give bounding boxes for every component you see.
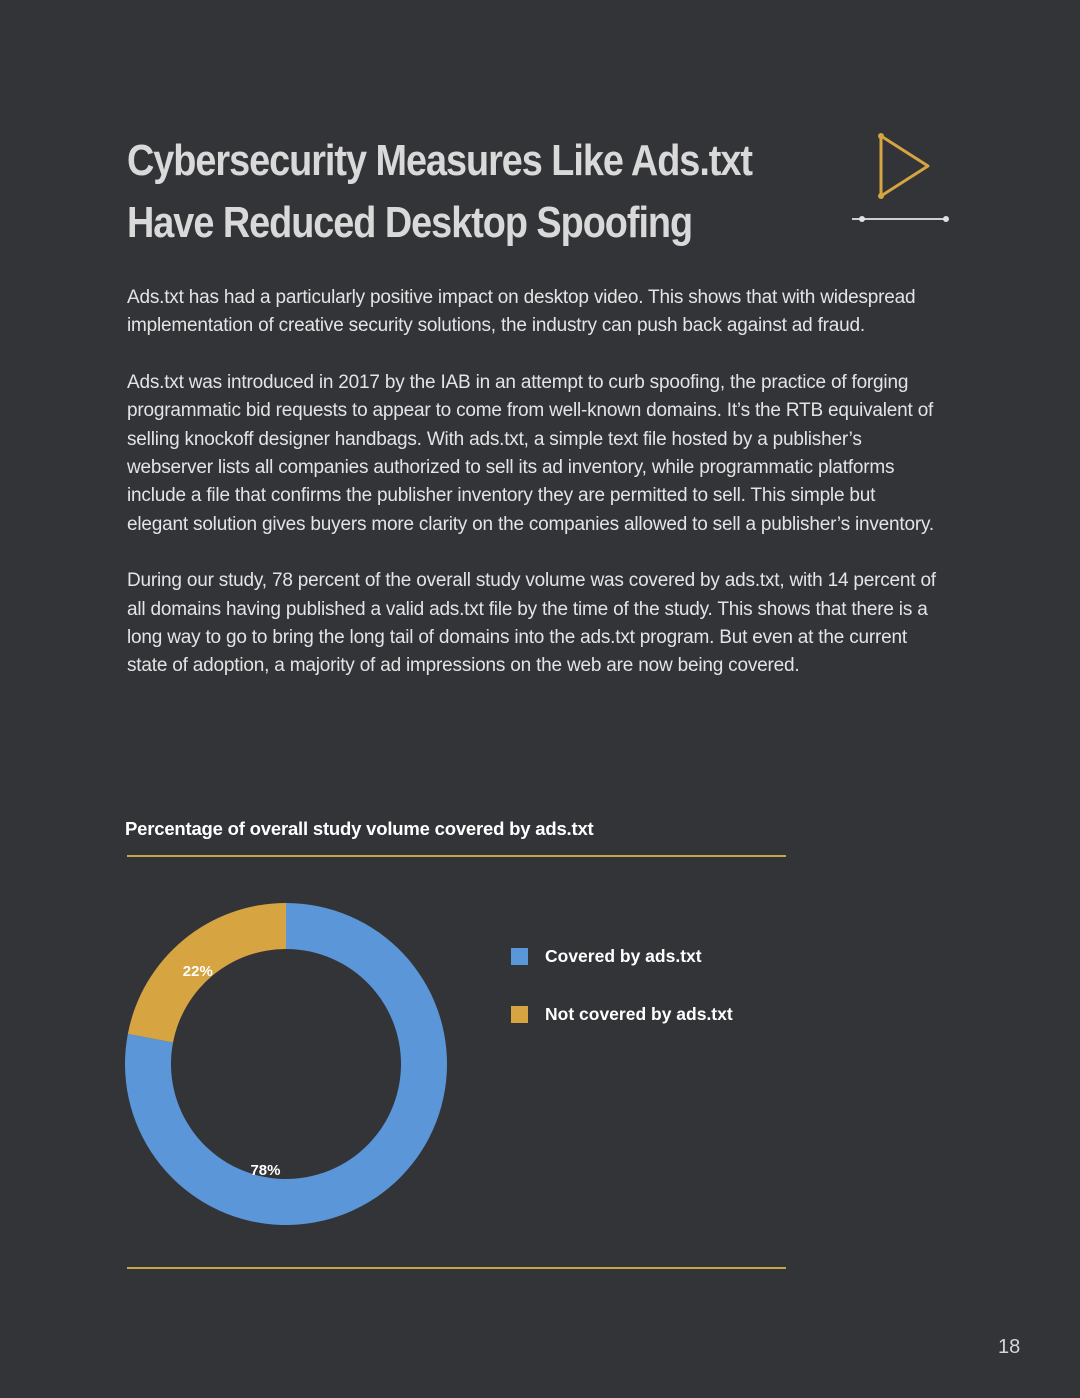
donut-label-covered: 78% — [250, 1162, 281, 1180]
chart-title: Percentage of overall study volume covered by ads.txt — [125, 818, 594, 839]
page-title — [127, 130, 752, 254]
donut-chart — [120, 898, 452, 1230]
paragraph-1: Ads.txt has had a particularly positive impact on desktop video. This shows that with widespread implementation of creative security solutions, the industry can push back against ad fraud. — [127, 287, 916, 337]
legend-item-not-covered — [511, 998, 733, 1030]
legend-swatch-not-covered — [511, 1006, 528, 1023]
body-text — [127, 284, 937, 709]
play-triangle-icon — [846, 128, 956, 228]
title-line-2: Have Reduced Desktop Spoofing — [127, 198, 693, 247]
legend-label-covered: Covered by ads.txt — [545, 945, 702, 966]
legend-label-not-covered: Not covered by ads.txt — [545, 1003, 733, 1024]
chart-bottom-rule — [127, 1267, 786, 1269]
paragraph-3: During our study, 78 percent of the overall study volume was covered by ads.txt, with 14 percent of all domains having published a valid ads.txt file by the time of the study. This shows that there is a long way to go to bring the long tail of domains into the ads.txt program. But even at the current state of adoption, a majority of ad impressions on the web are now being covered. — [127, 570, 936, 677]
legend-swatch-covered — [511, 948, 528, 965]
page-number: 18 — [998, 1336, 1021, 1358]
title-line-1: Cybersecurity Measures Like Ads.txt — [127, 136, 752, 185]
donut-label-not-covered: 22% — [182, 963, 213, 981]
paragraph-2: Ads.txt was introduced in 2017 by the IAB in an attempt to curb spoofing, the practice of forging programmatic bid requests to appear to come from well-known domains. It’s the RTB equivalent of selling knockoff designer handbags. With ads.txt, a simple text file hosted by a publisher’s webserver lists all companies authorized to sell its ad inventory, while programmatic platforms include a file that confirms the publisher inventory they are permitted to sell. This simple but elegant solution gives buyers more clarity on the companies allowed to sell a publisher’s inventory. — [127, 371, 934, 535]
legend-item-covered — [511, 940, 733, 972]
chart-legend — [511, 940, 733, 1056]
chart-top-rule — [127, 855, 786, 857]
